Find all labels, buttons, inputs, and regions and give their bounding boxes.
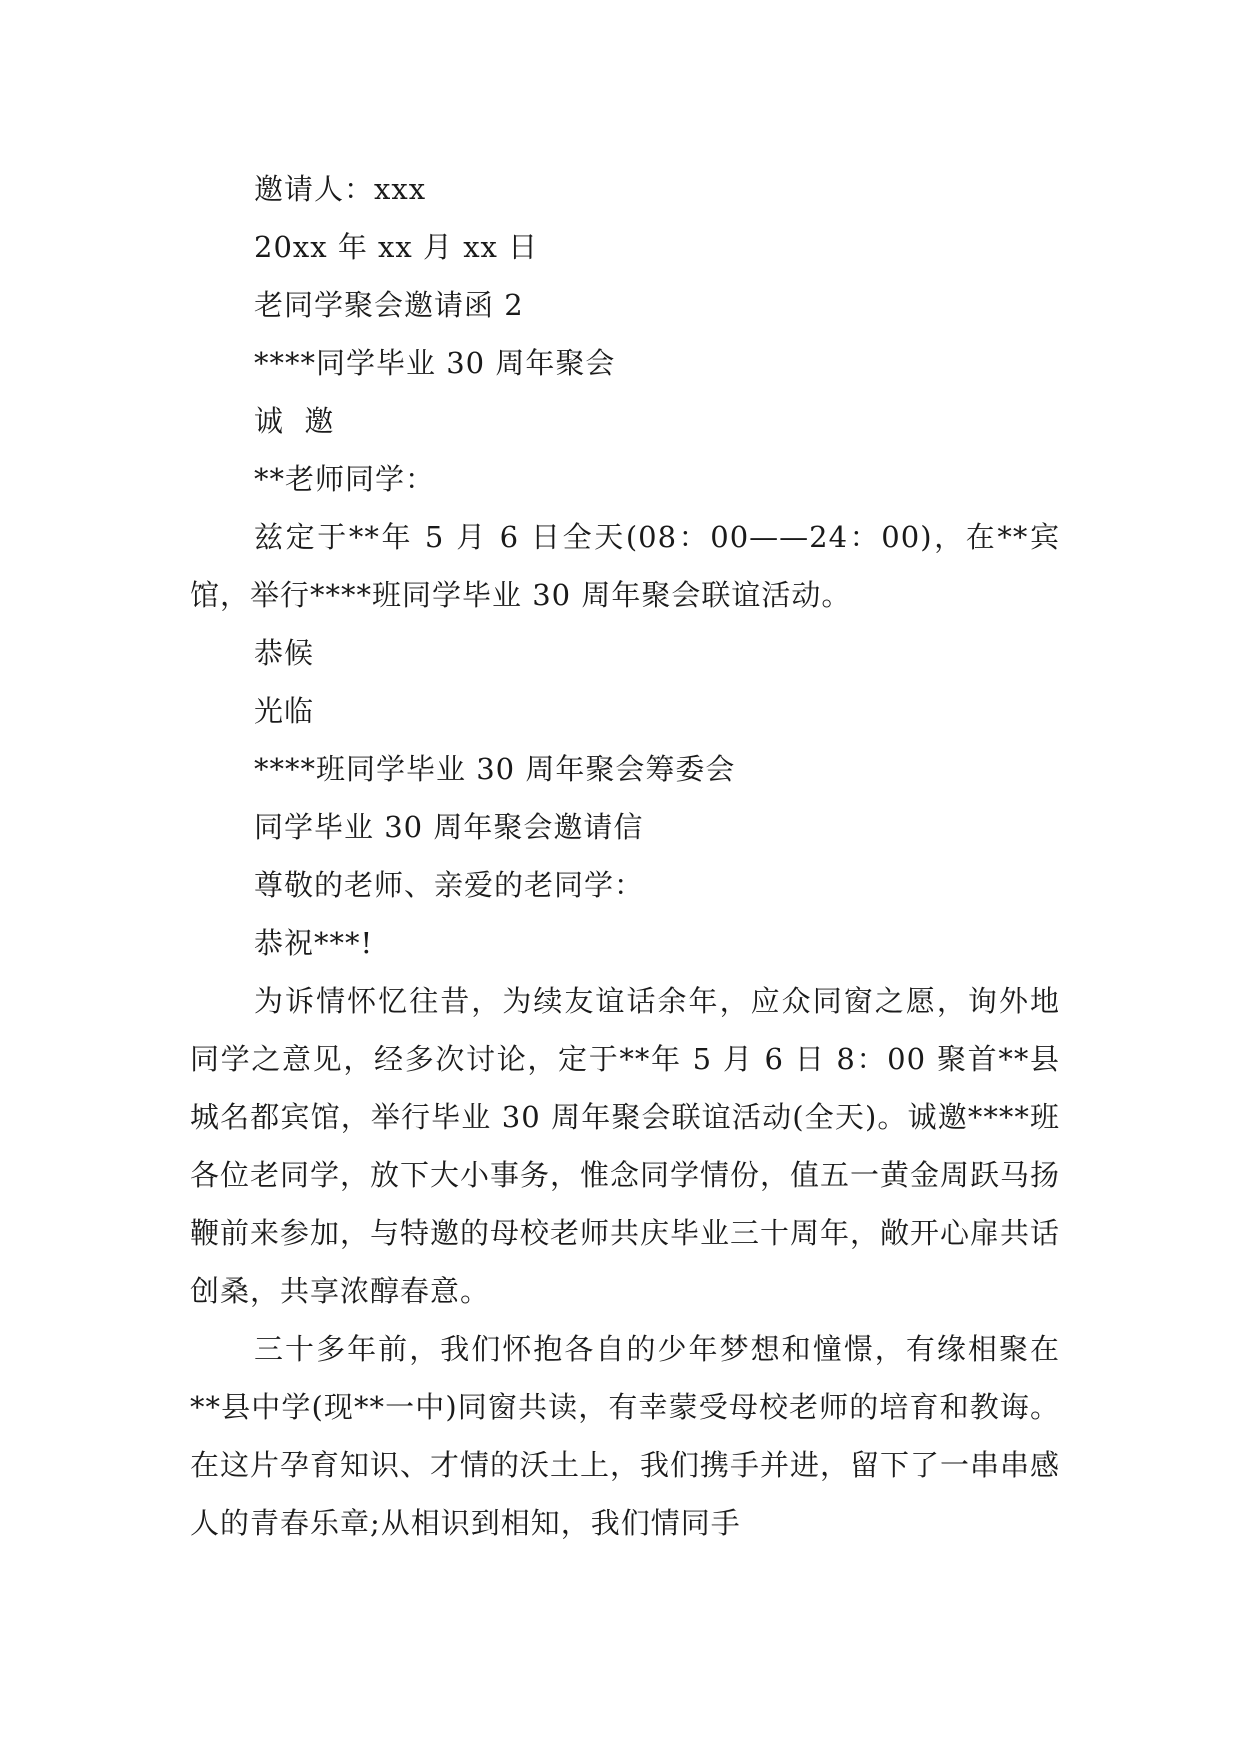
- body-paragraph-2: 三十多年前，我们怀抱各自的少年梦想和憧憬，有缘相聚在**县中学(现**一中)同窗共读，有幸蒙受母校老师的培育和教诲。在这片孕育知识、才情的沃土上，我们携手并进，留下了一串串感人的青春乐章;从相识到相知，我们情同手: [190, 1332, 1061, 1540]
- body-paragraph-1: 为诉情怀忆往昔，为续友谊话余年，应众同窗之愿，询外地同学之意见，经多次讨论，定于**年 5 月 6 日 8：00 聚首**县城名都宾馆，举行毕业 30 周年聚会联谊活动(全天)。诚邀****班各位老同学，放下大小事务，惟念同学情份，值五一黄金周跃马扬鞭前来参加，与特邀的母校老师共庆毕业三十周年，敞开心扉共话创桑，共享浓醇春意。: [190, 984, 1061, 1308]
- closing-line-1: 恭候: [254, 636, 315, 670]
- section-title: 老同学聚会邀请函 2: [254, 288, 524, 322]
- committee-signature: ****班同学毕业 30 周年聚会筹委会: [254, 752, 736, 786]
- letter-salutation: 尊敬的老师、亲爱的老同学：: [254, 868, 645, 902]
- letter-title: 同学毕业 30 周年聚会邀请信: [254, 810, 644, 844]
- date-line: 20xx 年 xx 月 xx 日: [254, 230, 539, 264]
- event-title: ****同学毕业 30 周年聚会: [254, 346, 616, 380]
- closing-line-2: 光临: [254, 694, 315, 728]
- greeting-line: 恭祝***!: [254, 926, 374, 960]
- inviter-line: 邀请人：xxx: [254, 172, 427, 206]
- document-body: [190, 160, 1060, 1552]
- invitation-heading: 诚 邀: [254, 404, 335, 438]
- salutation: **老师同学：: [254, 462, 436, 496]
- event-details-paragraph: 兹定于**年 5 月 6 日全天(08：00——24：00)，在**宾馆，举行****班同学毕业 30 周年聚会联谊活动。: [190, 520, 1060, 612]
